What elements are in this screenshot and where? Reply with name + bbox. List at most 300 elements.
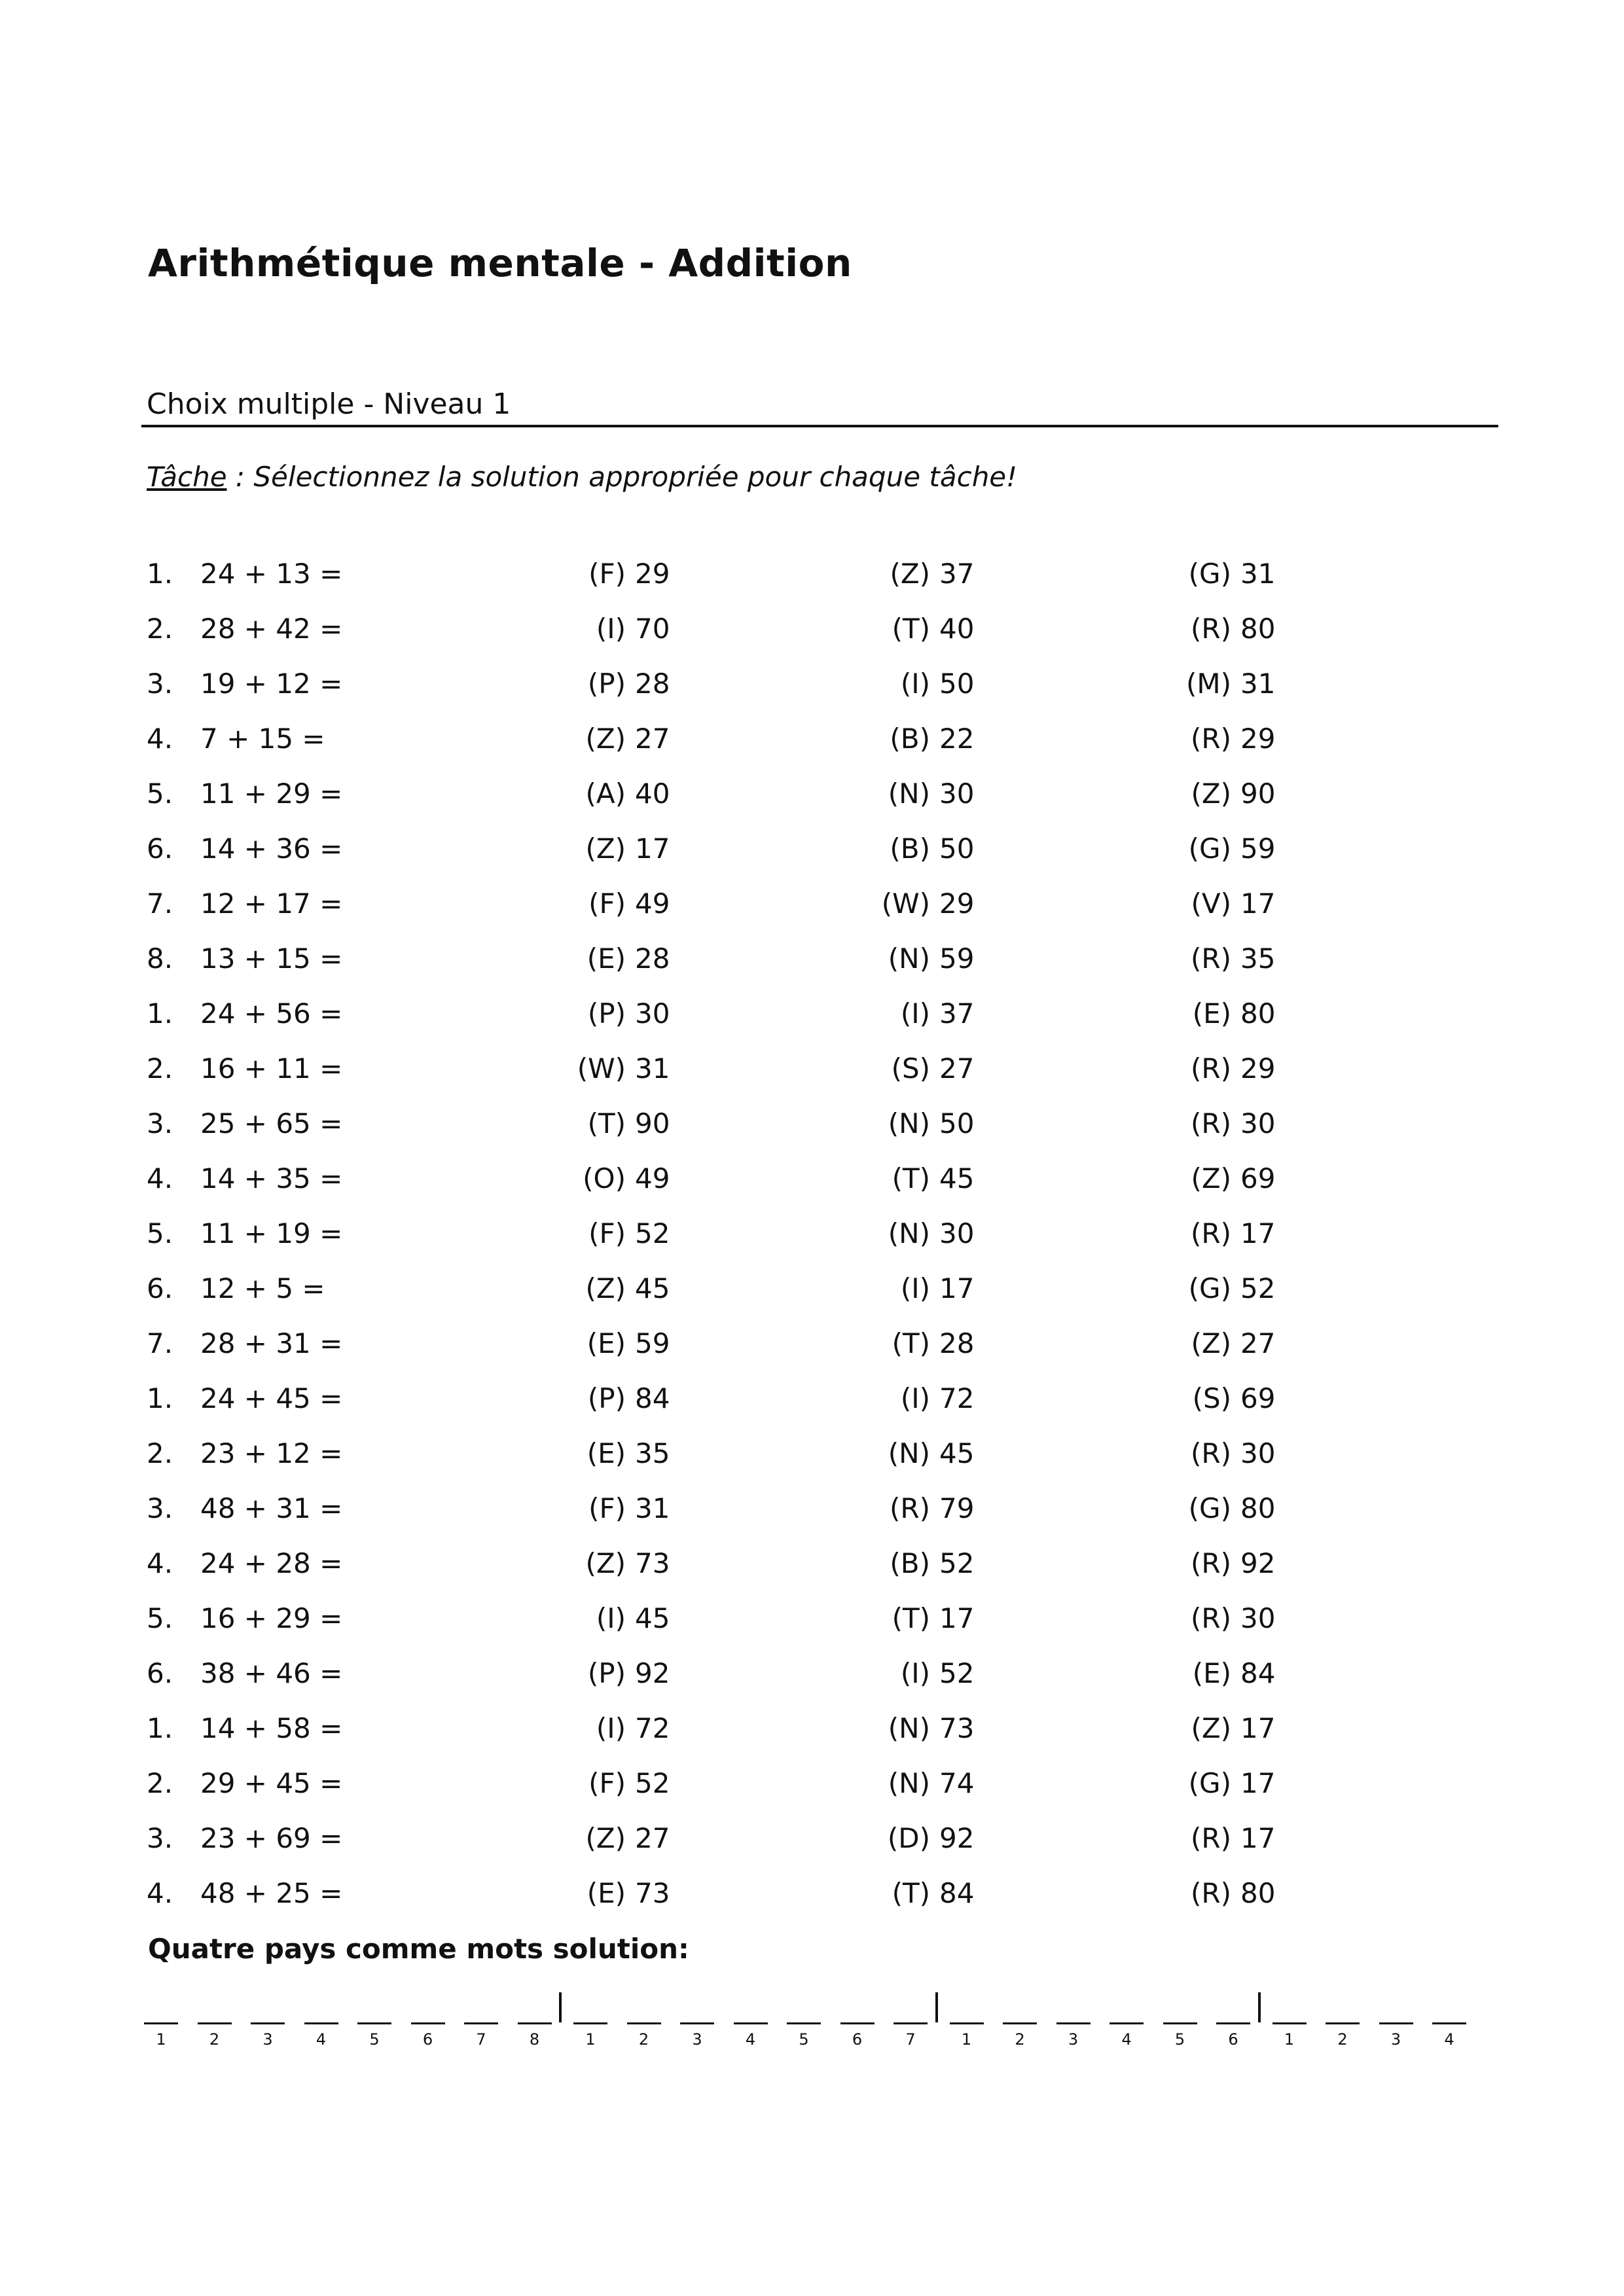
option-letter: (M) (1185, 668, 1231, 700)
blank-line (411, 2022, 445, 2024)
letter-blank[interactable] (1051, 1983, 1105, 2062)
letter-blank[interactable] (459, 1983, 513, 2062)
option-letter: (W) (881, 888, 930, 920)
letter-blank[interactable] (1158, 1983, 1212, 2062)
option-value: 29 (635, 558, 670, 590)
option-letter: (R) (1191, 1107, 1231, 1139)
problem-row (0, 1371, 1624, 1426)
option-letter: (S) (891, 1052, 930, 1085)
option-letter: (R) (1191, 723, 1231, 755)
word-separator (935, 1992, 938, 2022)
option-letter: (P) (587, 997, 626, 1030)
problem-expression: 29 + 45 = (200, 1767, 343, 1799)
blank-index: 3 (1068, 2030, 1079, 2049)
option-value: 31 (1240, 668, 1276, 700)
blank-line (251, 2022, 285, 2024)
blank-line (840, 2022, 875, 2024)
problem-number: 2. (147, 1767, 173, 1799)
blank-index: 4 (745, 2030, 756, 2049)
option-letter: (G) (1188, 558, 1231, 590)
option-value: 37 (939, 997, 975, 1030)
blank-line (1272, 2022, 1307, 2024)
problem-row (0, 1866, 1624, 1921)
option-value: 74 (939, 1767, 975, 1799)
blank-index: 5 (1174, 2030, 1185, 2049)
option-value: 84 (635, 1382, 670, 1414)
solution-blanks (0, 1983, 1624, 2062)
option-letter: (T) (892, 1602, 930, 1634)
word-separator (1258, 1992, 1261, 2022)
problem-row (0, 1096, 1624, 1151)
blank-index: 3 (262, 2030, 273, 2049)
option-value: 31 (1240, 558, 1276, 590)
option-letter: (P) (587, 1382, 626, 1414)
option-value: 17 (1240, 1822, 1276, 1854)
option-letter: (O) (583, 1162, 626, 1194)
problem-row (0, 1591, 1624, 1646)
problem-expression: 23 + 69 = (200, 1822, 343, 1854)
blank-index: 5 (369, 2030, 380, 2049)
option-value: 73 (635, 1877, 670, 1909)
problem-expression: 28 + 42 = (200, 613, 343, 645)
blank-index: 4 (1121, 2030, 1132, 2049)
option-value: 73 (939, 1712, 975, 1744)
option-value: 17 (1240, 888, 1276, 920)
option-value: 70 (635, 613, 670, 645)
option-value: 27 (635, 723, 670, 755)
problem-number: 7. (147, 888, 173, 920)
option-value: 50 (939, 1107, 975, 1139)
subtitle: Choix multiple - Niveau 1 (147, 387, 511, 421)
option-letter: (Z) (1191, 1162, 1231, 1194)
option-letter: (B) (890, 833, 930, 865)
option-value: 90 (635, 1107, 670, 1139)
option-value: 52 (939, 1547, 975, 1579)
blank-index: 7 (905, 2030, 916, 2049)
option-value: 35 (1240, 942, 1276, 975)
option-letter: (E) (586, 1437, 626, 1469)
blank-line (573, 2022, 607, 2024)
word-separator (559, 1992, 562, 2022)
task-text: : Sélectionnez la solution appropriée pour chaque tâche! (226, 461, 1017, 493)
option-value: 72 (635, 1712, 670, 1744)
letter-blank[interactable] (888, 1983, 942, 2062)
letter-blank[interactable] (1211, 1983, 1265, 2062)
problem-row (0, 1701, 1624, 1756)
option-letter: (Z) (585, 833, 626, 865)
option-letter: (Z) (585, 1547, 626, 1579)
option-value: 69 (1240, 1162, 1276, 1194)
option-value: 84 (939, 1877, 975, 1909)
option-letter: (F) (588, 1492, 626, 1524)
option-letter: (B) (890, 723, 930, 755)
blank-index: 6 (1228, 2030, 1238, 2049)
option-letter: (I) (596, 613, 626, 645)
problem-number: 4. (147, 723, 173, 755)
problem-expression: 24 + 56 = (200, 997, 343, 1030)
option-letter: (F) (588, 888, 626, 920)
problem-number: 5. (147, 778, 173, 810)
problem-row (0, 1646, 1624, 1701)
letter-blank[interactable] (1374, 1983, 1428, 2062)
letter-blank[interactable] (513, 1983, 566, 2062)
problem-expression: 12 + 17 = (200, 888, 343, 920)
problem-expression: 16 + 11 = (200, 1052, 343, 1085)
option-letter: (E) (586, 942, 626, 975)
blank-index: 3 (692, 2030, 702, 2049)
option-value: 69 (1240, 1382, 1276, 1414)
option-letter: (R) (890, 1492, 930, 1524)
problem-number: 4. (147, 1547, 173, 1579)
blank-line (950, 2022, 984, 2024)
problem-expression: 14 + 35 = (200, 1162, 343, 1194)
problem-row (0, 1536, 1624, 1591)
problem-expression: 7 + 15 = (200, 723, 325, 755)
problem-row (0, 1426, 1624, 1481)
problem-expression: 12 + 5 = (200, 1272, 325, 1304)
letter-blank[interactable] (245, 1983, 299, 2062)
letter-blank[interactable] (352, 1983, 406, 2062)
option-letter: (I) (596, 1602, 626, 1634)
option-letter: (Z) (585, 723, 626, 755)
blank-line (627, 2022, 661, 2024)
problem-expression: 13 + 15 = (200, 942, 343, 975)
option-letter: (Z) (585, 1822, 626, 1854)
blank-line (1432, 2022, 1466, 2024)
problem-number: 6. (147, 1272, 173, 1304)
problem-row (0, 766, 1624, 821)
blank-index: 2 (1337, 2030, 1348, 2049)
option-value: 50 (939, 833, 975, 865)
option-letter: (G) (1188, 1767, 1231, 1799)
problem-expression: 16 + 29 = (200, 1602, 343, 1634)
blank-line (1163, 2022, 1197, 2024)
option-letter: (N) (888, 1437, 930, 1469)
page-title: Arithmétique mentale - Addition (148, 241, 852, 285)
option-value: 45 (635, 1602, 670, 1634)
problem-number: 4. (147, 1877, 173, 1909)
problem-row (0, 931, 1624, 986)
blank-index: 2 (638, 2030, 649, 2049)
problem-row (0, 1041, 1624, 1096)
letter-blank[interactable] (299, 1983, 353, 2062)
blank-line (1379, 2022, 1413, 2024)
blank-line (1326, 2022, 1360, 2024)
option-value: 30 (939, 1217, 975, 1249)
option-letter: (P) (587, 1657, 626, 1689)
blank-line (1056, 2022, 1091, 2024)
problem-number: 2. (147, 1052, 173, 1085)
blank-line (518, 2022, 552, 2024)
problem-expression: 28 + 31 = (200, 1327, 343, 1359)
blank-line (464, 2022, 498, 2024)
blank-index: 4 (1444, 2030, 1454, 2049)
option-value: 72 (939, 1382, 975, 1414)
option-value: 31 (635, 1492, 670, 1524)
option-value: 27 (635, 1822, 670, 1854)
option-letter: (R) (1191, 613, 1231, 645)
option-letter: (E) (586, 1877, 626, 1909)
option-letter: (R) (1191, 1877, 1231, 1909)
option-letter: (P) (587, 668, 626, 700)
problem-row (0, 1261, 1624, 1316)
option-value: 17 (635, 833, 670, 865)
option-letter: (G) (1188, 833, 1231, 865)
letter-blank[interactable] (1427, 1983, 1481, 2062)
option-letter: (T) (892, 1327, 930, 1359)
option-letter: (I) (596, 1712, 626, 1744)
problem-number: 8. (147, 942, 173, 975)
problem-expression: 24 + 45 = (200, 1382, 343, 1414)
problem-expression: 48 + 31 = (200, 1492, 343, 1524)
option-letter: (F) (588, 1767, 626, 1799)
option-letter: (I) (900, 1272, 930, 1304)
option-letter: (E) (1192, 1657, 1231, 1689)
option-letter: (N) (888, 1712, 930, 1744)
problem-row (0, 821, 1624, 876)
option-value: 80 (1240, 997, 1276, 1030)
task-keyword: Tâche (147, 461, 227, 493)
problem-expression: 38 + 46 = (200, 1657, 343, 1689)
problem-number: 3. (147, 1822, 173, 1854)
problem-row (0, 1481, 1624, 1536)
problem-number: 1. (147, 1712, 173, 1744)
problem-number: 2. (147, 613, 173, 645)
option-value: 29 (1240, 1052, 1276, 1085)
option-letter: (Z) (585, 1272, 626, 1304)
blank-index: 2 (1015, 2030, 1025, 2049)
problem-number: 3. (147, 668, 173, 700)
problem-number: 6. (147, 1657, 173, 1689)
option-letter: (Z) (1191, 1712, 1231, 1744)
problem-expression: 11 + 29 = (200, 778, 343, 810)
option-value: 52 (1240, 1272, 1276, 1304)
option-value: 37 (939, 558, 975, 590)
problem-expression: 24 + 28 = (200, 1547, 343, 1579)
option-value: 92 (939, 1822, 975, 1854)
problem-expression: 24 + 13 = (200, 558, 343, 590)
option-value: 52 (635, 1217, 670, 1249)
blank-line (1003, 2022, 1037, 2024)
option-letter: (R) (1191, 1217, 1231, 1249)
problem-expression: 19 + 12 = (200, 668, 343, 700)
letter-blank[interactable] (945, 1983, 998, 2062)
option-value: 28 (635, 942, 670, 975)
option-value: 35 (635, 1437, 670, 1469)
option-value: 59 (939, 942, 975, 975)
blank-index: 6 (422, 2030, 433, 2049)
option-letter: (G) (1188, 1492, 1231, 1524)
option-value: 27 (939, 1052, 975, 1085)
option-value: 45 (939, 1437, 975, 1469)
problem-row (0, 711, 1624, 766)
option-value: 52 (939, 1657, 975, 1689)
option-letter: (B) (890, 1547, 930, 1579)
option-value: 29 (1240, 723, 1276, 755)
problem-expression: 11 + 19 = (200, 1217, 343, 1249)
blank-index: 1 (961, 2030, 972, 2049)
blank-index: 4 (316, 2030, 327, 2049)
option-value: 79 (939, 1492, 975, 1524)
letter-blank[interactable] (782, 1983, 835, 2062)
option-value: 80 (1240, 1492, 1276, 1524)
letter-blank[interactable] (192, 1983, 246, 2062)
problem-number: 6. (147, 833, 173, 865)
solution-title: Quatre pays comme mots solution: (148, 1933, 689, 1965)
problem-row (0, 1206, 1624, 1261)
blank-line (734, 2022, 768, 2024)
option-letter: (I) (900, 1382, 930, 1414)
option-letter: (F) (588, 558, 626, 590)
letter-blank[interactable] (568, 1983, 622, 2062)
option-letter: (V) (1191, 888, 1231, 920)
option-letter: (N) (888, 1107, 930, 1139)
option-value: 45 (635, 1272, 670, 1304)
option-letter: (N) (888, 1217, 930, 1249)
option-value: 40 (635, 778, 670, 810)
option-letter: (T) (892, 1877, 930, 1909)
option-value: 30 (1240, 1437, 1276, 1469)
blank-index: 1 (156, 2030, 166, 2049)
option-value: 17 (1240, 1712, 1276, 1744)
blank-line (144, 2022, 178, 2024)
blank-line (198, 2022, 232, 2024)
option-value: 49 (635, 888, 670, 920)
blank-index: 5 (799, 2030, 809, 2049)
task-instruction (147, 461, 1017, 493)
blank-index: 8 (529, 2030, 540, 2049)
option-letter: (R) (1191, 1547, 1231, 1579)
problem-number: 7. (147, 1327, 173, 1359)
option-value: 30 (939, 778, 975, 810)
option-letter: (I) (900, 668, 930, 700)
problem-number: 3. (147, 1107, 173, 1139)
letter-blank[interactable] (1320, 1983, 1374, 2062)
option-value: 80 (1240, 1877, 1276, 1909)
option-letter: (E) (1192, 997, 1231, 1030)
problem-expression: 14 + 58 = (200, 1712, 343, 1744)
option-value: 90 (1240, 778, 1276, 810)
option-value: 45 (939, 1162, 975, 1194)
option-value: 73 (635, 1547, 670, 1579)
option-value: 92 (635, 1657, 670, 1689)
blank-line (1110, 2022, 1144, 2024)
letter-blank[interactable] (835, 1983, 889, 2062)
letter-blank[interactable] (729, 1983, 782, 2062)
option-value: 27 (1240, 1327, 1276, 1359)
letter-blank[interactable] (675, 1983, 729, 2062)
option-letter: (D) (887, 1822, 930, 1854)
option-letter: (T) (892, 1162, 930, 1194)
problem-row (0, 876, 1624, 931)
option-letter: (R) (1191, 942, 1231, 975)
option-letter: (W) (577, 1052, 626, 1085)
option-letter: (E) (586, 1327, 626, 1359)
option-letter: (N) (888, 942, 930, 975)
blank-line (680, 2022, 714, 2024)
blank-index: 1 (1284, 2030, 1295, 2049)
letter-blank[interactable] (998, 1983, 1051, 2062)
option-value: 17 (939, 1272, 975, 1304)
blank-index: 2 (209, 2030, 220, 2049)
option-letter: (I) (900, 1657, 930, 1689)
option-letter: (T) (892, 613, 930, 645)
problem-row (0, 986, 1624, 1041)
option-value: 49 (635, 1162, 670, 1194)
problem-row (0, 1756, 1624, 1811)
problem-number: 3. (147, 1492, 173, 1524)
letter-blank[interactable] (622, 1983, 676, 2062)
option-value: 59 (1240, 833, 1276, 865)
option-value: 22 (939, 723, 975, 755)
blank-line (893, 2022, 928, 2024)
blank-line (357, 2022, 391, 2024)
problem-row (0, 547, 1624, 601)
problem-row (0, 656, 1624, 711)
problem-number: 1. (147, 1382, 173, 1414)
blank-line (304, 2022, 338, 2024)
option-letter: (N) (888, 778, 930, 810)
problem-expression: 14 + 36 = (200, 833, 343, 865)
option-letter: (Z) (1191, 778, 1231, 810)
blank-index: 7 (476, 2030, 486, 2049)
blank-index: 1 (585, 2030, 596, 2049)
option-value: 31 (635, 1052, 670, 1085)
option-value: 80 (1240, 613, 1276, 645)
option-value: 40 (939, 613, 975, 645)
option-letter: (R) (1191, 1822, 1231, 1854)
option-letter: (T) (587, 1107, 626, 1139)
option-letter: (A) (585, 778, 626, 810)
option-letter: (Z) (1191, 1327, 1231, 1359)
problem-row (0, 1151, 1624, 1206)
option-value: 84 (1240, 1657, 1276, 1689)
letter-blank[interactable] (406, 1983, 460, 2062)
option-value: 29 (939, 888, 975, 920)
problem-expression: 25 + 65 = (200, 1107, 343, 1139)
letter-blank[interactable] (139, 1983, 192, 2062)
option-value: 28 (939, 1327, 975, 1359)
option-value: 17 (939, 1602, 975, 1634)
option-value: 17 (1240, 1217, 1276, 1249)
option-letter: (R) (1191, 1052, 1231, 1085)
blank-index: 3 (1390, 2030, 1401, 2049)
option-letter: (F) (588, 1217, 626, 1249)
problem-number: 5. (147, 1602, 173, 1634)
problem-number: 1. (147, 997, 173, 1030)
problem-row (0, 601, 1624, 656)
option-letter: (S) (1192, 1382, 1231, 1414)
option-letter: (R) (1191, 1437, 1231, 1469)
option-value: 50 (939, 668, 975, 700)
blank-line (787, 2022, 821, 2024)
letter-blank[interactable] (1267, 1983, 1321, 2062)
problem-number: 4. (147, 1162, 173, 1194)
option-letter: (G) (1188, 1272, 1231, 1304)
letter-blank[interactable] (1104, 1983, 1158, 2062)
problem-number: 2. (147, 1437, 173, 1469)
option-value: 30 (635, 997, 670, 1030)
option-value: 17 (1240, 1767, 1276, 1799)
option-letter: (N) (888, 1767, 930, 1799)
option-value: 92 (1240, 1547, 1276, 1579)
option-letter: (Z) (890, 558, 930, 590)
problem-expression: 23 + 12 = (200, 1437, 343, 1469)
problem-row (0, 1316, 1624, 1371)
option-letter: (I) (900, 997, 930, 1030)
option-value: 28 (635, 668, 670, 700)
problem-number: 5. (147, 1217, 173, 1249)
